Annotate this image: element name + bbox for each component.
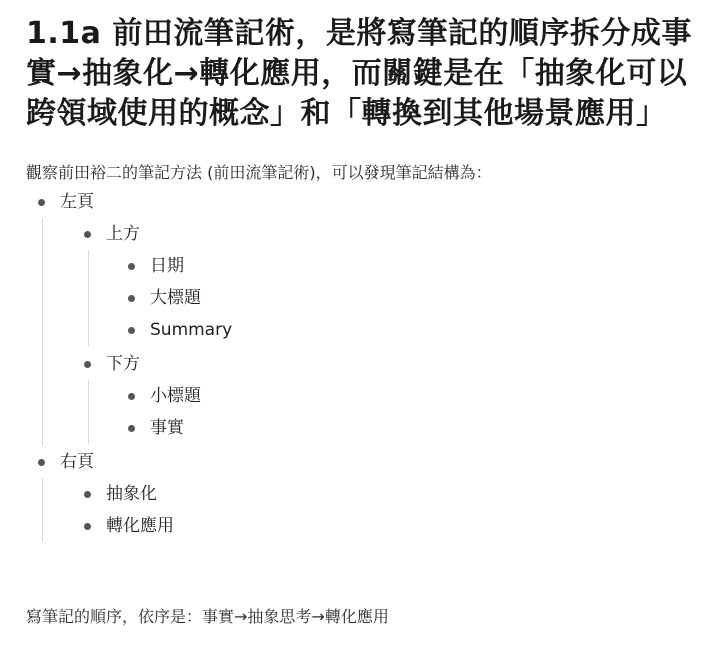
outline-item-bottom[interactable] xyxy=(106,348,140,380)
outline-item-label: 抽象化 xyxy=(106,484,157,504)
intro-paragraph: 觀察前田裕二的筆記方法 (前田流筆記術)，可以發現筆記結構為： xyxy=(26,163,492,182)
bullet-icon xyxy=(84,523,91,530)
outline-item-right-page[interactable] xyxy=(60,446,94,478)
outline-item-summary[interactable] xyxy=(150,314,232,346)
bullet-icon xyxy=(38,459,45,466)
bullet-icon xyxy=(84,231,91,238)
outline-item-label: 事實 xyxy=(150,418,184,438)
bullet-icon xyxy=(128,295,135,302)
outline-item-abstraction[interactable] xyxy=(106,478,157,510)
outline-item-label: 下方 xyxy=(106,354,140,374)
outline-item-date[interactable] xyxy=(150,250,184,282)
bullet-icon xyxy=(128,425,135,432)
outline-item-label: Summary xyxy=(150,320,233,340)
bullet-icon xyxy=(38,199,45,206)
bullet-icon xyxy=(84,491,91,498)
outline-item-label: 日期 xyxy=(150,256,184,276)
bullet-icon xyxy=(128,263,135,270)
summary-paragraph: 寫筆記的順序，依序是：事實→抽象思考→轉化應用 xyxy=(26,607,389,626)
outline-item-label: 左頁 xyxy=(60,192,94,212)
outline-item-subtitle[interactable] xyxy=(150,380,201,412)
outline-item-left-page[interactable] xyxy=(60,186,94,218)
page-title: 1.1a 前田流筆記術，是將寫筆記的順序拆分成事實→抽象化→轉化應用，而關鍵是在「抽象化可以跨領域使用的概念」和「轉換到其他場景應用」 xyxy=(26,16,692,131)
outline-item-application[interactable] xyxy=(106,510,174,542)
note-page xyxy=(26,14,694,548)
bullet-icon xyxy=(84,361,91,368)
outline-item-top[interactable] xyxy=(106,218,140,250)
bullet-icon xyxy=(128,393,135,400)
bullet-icon xyxy=(128,327,135,334)
guide-line-left-page xyxy=(42,218,43,446)
outline-item-label: 大標題 xyxy=(150,288,201,308)
outline-item-label: 轉化應用 xyxy=(106,516,174,536)
guide-line-right-page xyxy=(42,478,43,542)
outline-item-label: 上方 xyxy=(106,224,140,244)
guide-line-top xyxy=(88,250,89,346)
outline-item-facts[interactable] xyxy=(150,412,184,444)
outline-tree xyxy=(26,186,694,548)
outline-item-label: 小標題 xyxy=(150,386,201,406)
guide-line-bottom xyxy=(88,380,89,444)
outline-item-main-title[interactable] xyxy=(150,282,201,314)
outline-item-label: 右頁 xyxy=(60,452,94,472)
